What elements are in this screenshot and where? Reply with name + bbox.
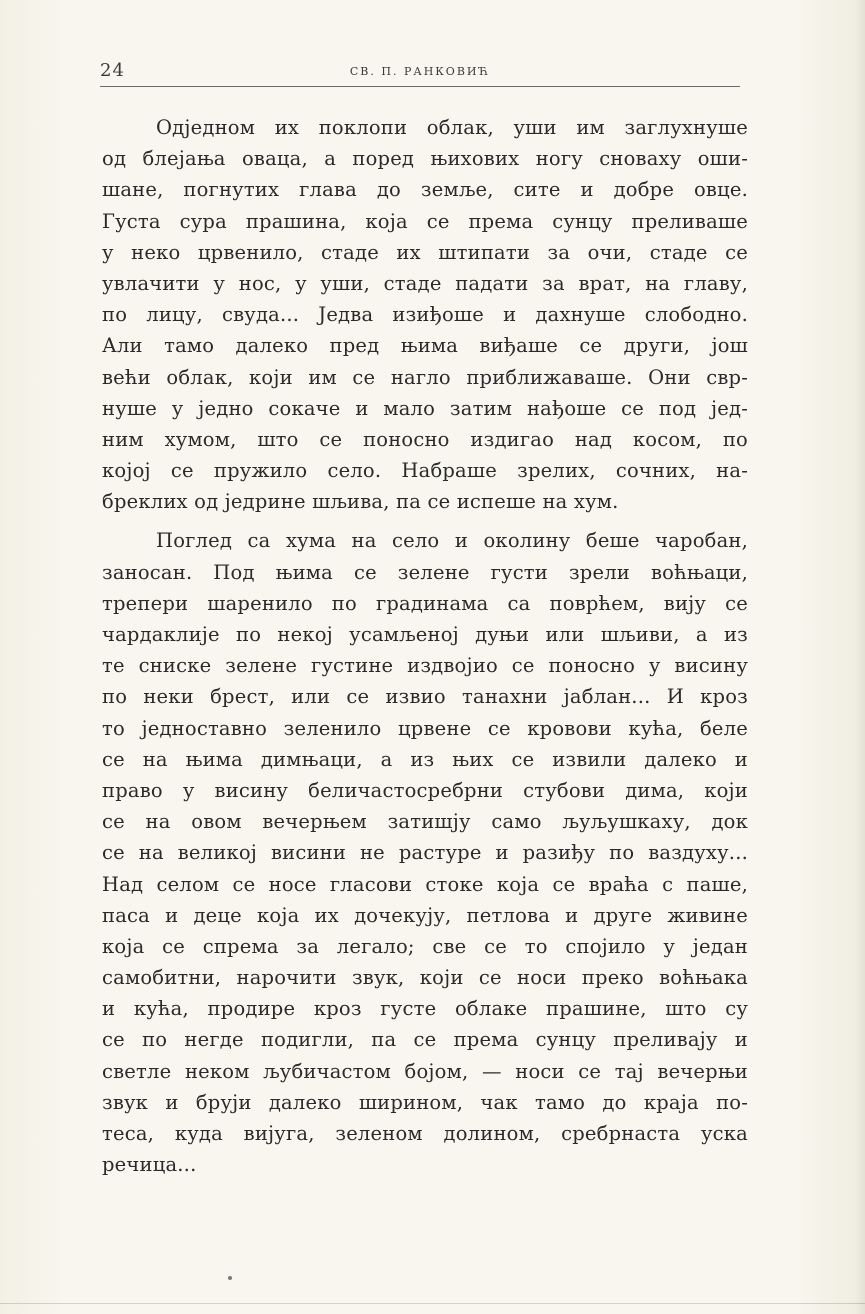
text-line: од блејања оваца, а поред њихових ногу сноваху оши- [102,147,748,171]
text-line: речица... [102,1153,197,1177]
text-line: којој се пружило село. Набраше зрелих, сочних, на- [102,459,748,483]
text-line: то једноставно зеленило црвене се кровови кућа, беле [102,716,748,740]
text-line: светле неком љубичастом бојом, — носи се тај вечерњи [102,1059,748,1083]
scan-bottom-line [0,1303,865,1304]
text-line: право у висину беличастосребрни стубови дима, који [102,778,748,802]
text-line: ним хумом, што се поносно издигао над косом, по [102,427,748,451]
body-text [102,112,748,1180]
text-line: Поглед са хума на село и околину беше чаробан, [156,529,748,553]
paragraph-2 [102,525,748,1180]
text-line: теса, куда вијуга, зеленом долином, сребрнаста уска [102,1122,748,1145]
text-line: те сниске зелене густине издвојио се поносно у висину [102,654,748,678]
text-line: нуше у једно сокаче и мало затим нађоше се под јед- [102,396,748,420]
text-line: у неко црвенило, стаде их штипати за очи, стаде се [102,240,748,264]
page-header [100,60,740,88]
text-line: се на великој висини не растуре и разиђу по ваздуху... [102,841,748,865]
text-line: Одједном их поклопи облак, уши им заглухнуше [156,116,748,139]
page-number: 24 [100,60,125,81]
text-line: заносан. Под њима се зелене густи зрели воћњаци, [102,560,748,584]
text-line: трепери шаренило по градинама са поврћем, вију се [102,591,748,615]
running-head: СВ. П. РАНКОВИЋ [349,65,491,78]
text-line: се по негде подигли, па се према сунцу преливају и [102,1028,748,1052]
page-edge-shadow [855,0,865,1314]
text-line: паса и деце која их дочекују, петлова и друге живине [102,903,748,927]
text-line: Али тамо далеко пред њима виђаше се други, још [102,334,748,358]
paper-speck [228,1276,232,1280]
paragraph-gap [102,517,748,525]
text-line: по неки брест, или се извио танахни јаблан... И кроз [102,685,748,709]
header-rule [100,86,740,87]
text-line: бреклих од једрине шљива, па се испеше на хум. [102,490,619,514]
text-line: самобитни, нарочити звук, који се носи преко воћњака [102,966,748,990]
text-line: се на њима димњаци, а из њих се извили далеко и [102,747,748,771]
text-line: звук и бруји далеко ширином, чак тамо до краја по- [102,1090,748,1114]
text-line: се на овом вечерњем затишју само љуљушкаху, док [102,810,748,834]
text-line: Над селом се носе гласови стоке која се враћа с паше, [102,872,748,896]
text-line: чардаклије по некој усамљеној дуњи или шљиви, а из [102,623,748,646]
text-line: по лицу, свуда... Једва изиђоше и дахнуше слободно. [102,303,748,327]
text-line: Густа сура прашина, која се према сунцу преливаше [102,209,748,233]
text-line: која се спрема за легало; све се то спојило у један [102,934,748,958]
text-line: шане, погнутих глава до земље, сите и добре овце. [102,178,748,202]
text-line: већи облак, који им се нагло приближаваше. Они свр- [102,365,748,389]
text-line: увлачити у нос, у уши, стаде падати за врат, на главу, [102,271,748,295]
text-line: и кућа, продире кроз густе облаке прашине, што су [102,997,748,1021]
paragraph-1 [102,112,748,517]
